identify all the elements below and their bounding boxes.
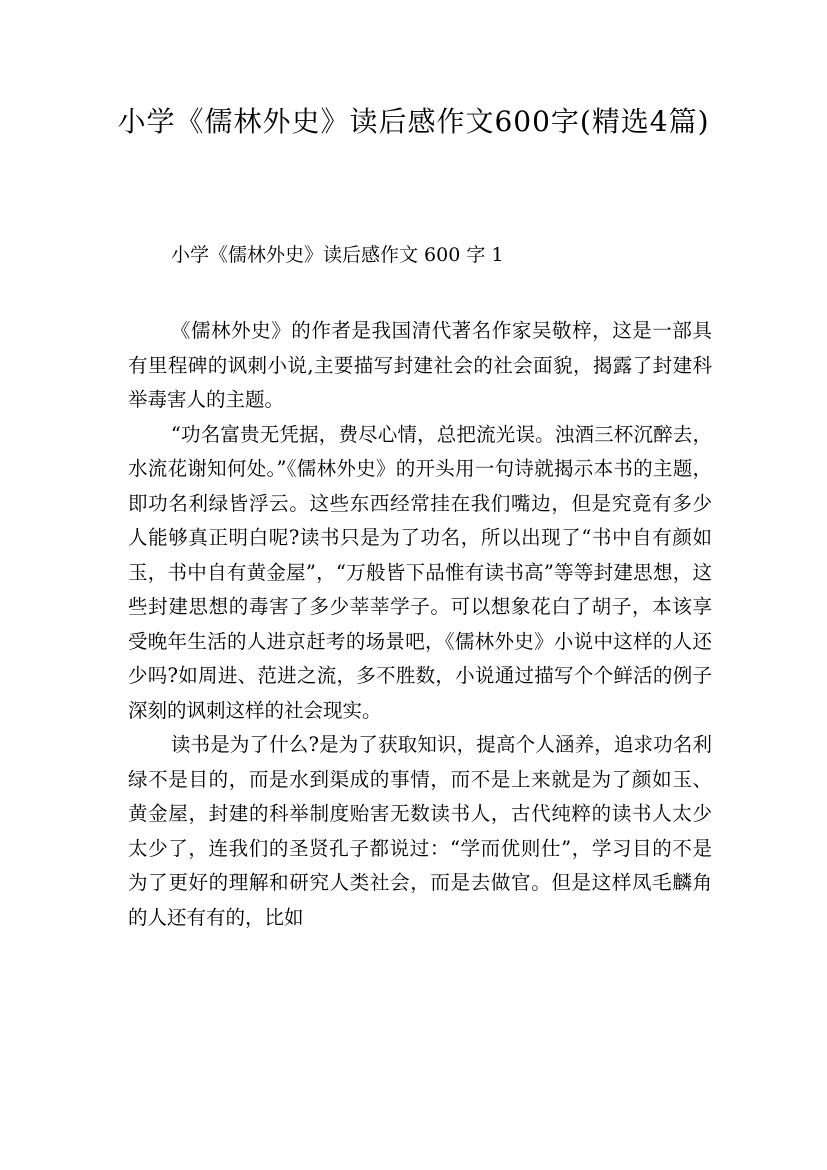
paragraph: 《儒林外史》的作者是我国清代著名作家吴敬梓，这是一部具有里程碑的讽刺小说,主要描写封建社会的社会面貌，揭露了封建科举毒害人的主题。 xyxy=(128,319,712,411)
document-body xyxy=(128,314,712,935)
paragraph: 读书是为了什么?是为了获取知识，提高个人涵养，追求功名利绿不是目的，而是水到渠成的事情，而不是上来就是为了颜如玉、黄金屋，封建的科举制度贻害无数读书人，古代纯粹的读书人太少太少了，连我们的圣贤孔子都说过：“学而优则仕”，学习目的不是为了更好的理解和研究人类社会，而是去做官。但是这样凤毛麟角的人还有有的，比如 xyxy=(128,733,712,929)
section-heading: 小学《儒林外史》读后感作文 600 字 1 xyxy=(171,244,504,266)
document-title: 小学《儒林外史》读后感作文600字(精选4篇) xyxy=(117,105,710,138)
paragraph: “功名富贵无凭据，费尽心情，总把流光误。浊酒三杯沉醉去，水流花谢知何处。”《儒林外史》的开头用一句诗就揭示本书的主题，即功名利绿皆浮云。这些东西经常挂在我们嘴边，但是究竟有多少人能够真正明白呢?读书只是为了功名，所以出现了“书中自有颜如玉，书中自有黄金屋”，“万般皆下品惟有读书高”等等封建思想，这些封建思想的毒害了多少莘莘学子。可以想象花白了胡子，本该享受晚年生活的人进京赶考的场景吧，《儒林外史》小说中这样的人还少吗?如周进、范进之流，多不胜数，小说通过描写个个鲜活的例子深刻的讽刺这样的社会现实。 xyxy=(128,422,712,722)
